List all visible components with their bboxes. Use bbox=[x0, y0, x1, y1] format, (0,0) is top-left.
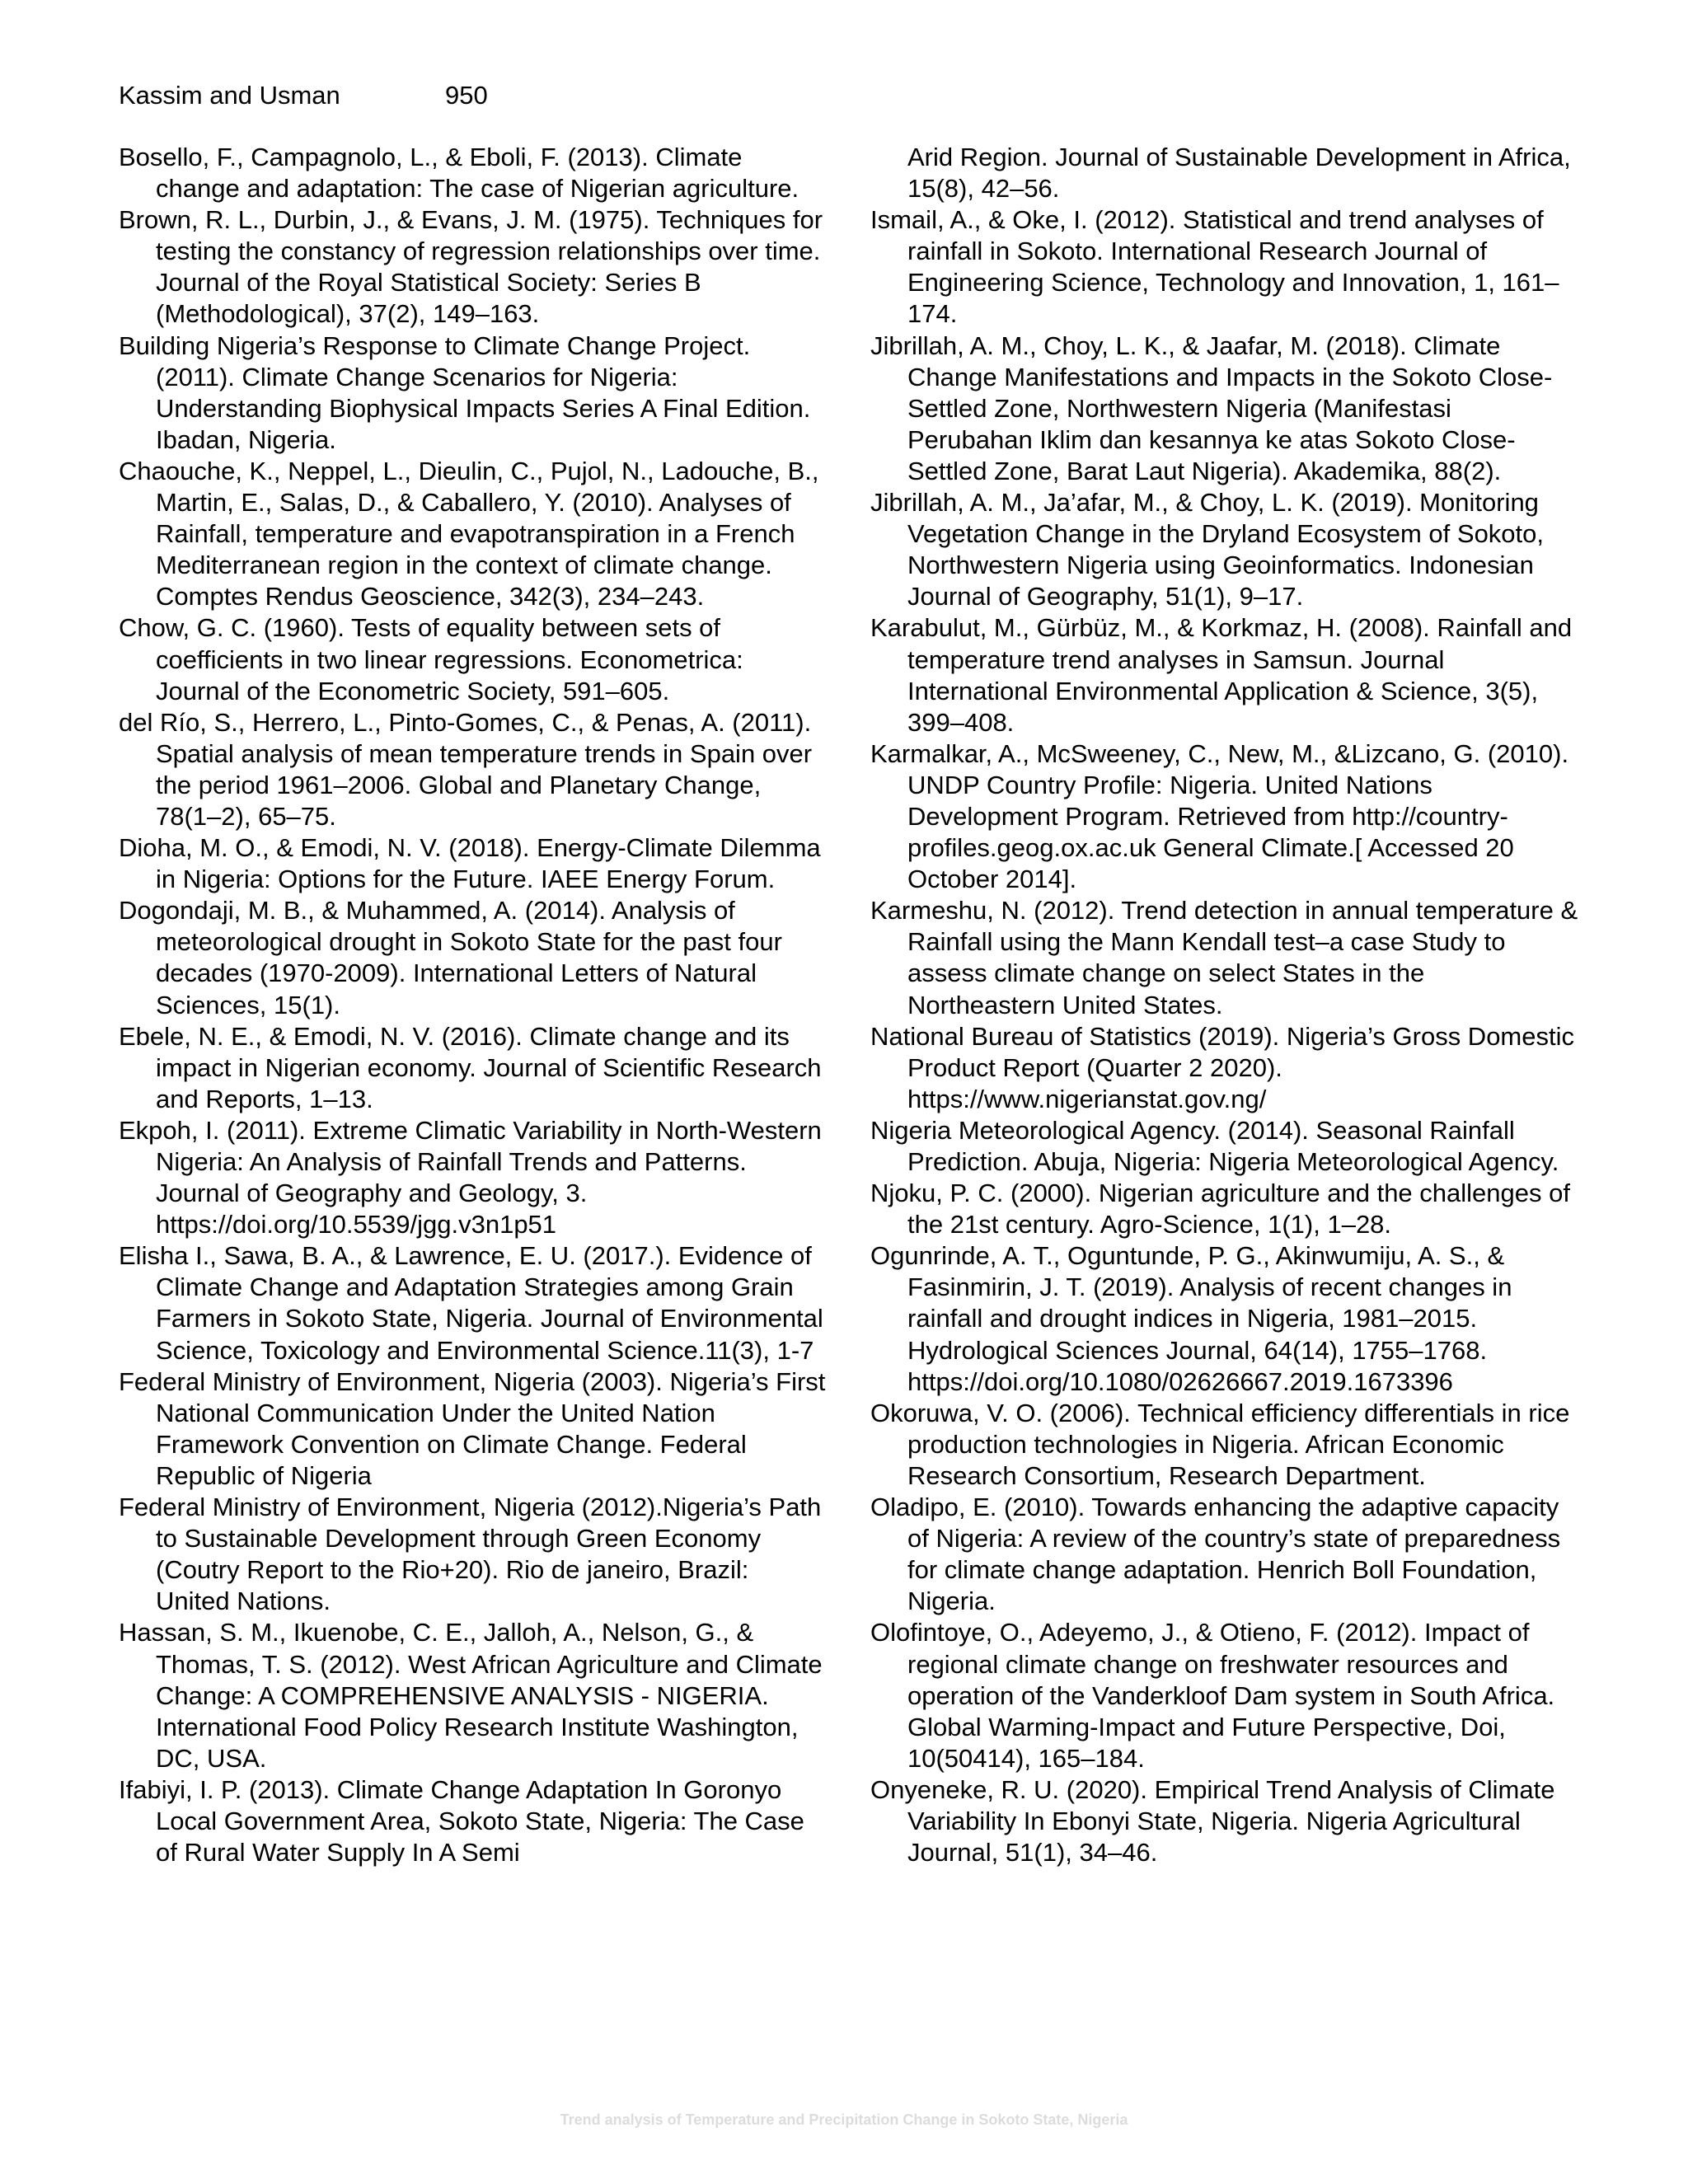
reference-list-left bbox=[119, 142, 828, 1868]
reference-entry: Karabulut, M., Gürbüz, M., & Korkmaz, H. (2008). Rainfall and temperature trend analyses in Samsun. Journal International Environmental Application & Science, 3(5), 399–408. bbox=[870, 613, 1573, 737]
reference-entry: del Río, S., Herrero, L., Pinto-Gomes, C., & Penas, A. (2011). Spatial analysis of mean temperature trends in Spain over the period 1961–2006. Global and Planetary Change, 78(1–2), 65–75. bbox=[119, 707, 813, 831]
footer-article-title: Trend analysis of Temperature and Precipitation Change in Sokoto State, Nigeria bbox=[560, 2111, 1128, 2128]
reference-entry: Karmalkar, A., McSweeney, C., New, M., &Lizcano, G. (2010). UNDP Country Profile: Nigeria. United Nations Development Program. Retrieved from http://country-profiles.geog.ox.ac.uk General Climate.[ Accessed 20 October 2014]. bbox=[870, 738, 1569, 894]
reference-entry-continuation: Arid Region. Journal of Sustainable Development in Africa, 15(8), 42–56. bbox=[907, 143, 1571, 204]
reference-entry: Oladipo, E. (2010). Towards enhancing the adaptive capacity of Nigeria: A review of the country’s state of preparedness for climate change adaptation. Henrich Boll Foundation, Nigeria. bbox=[870, 1493, 1561, 1616]
reference-entry: Federal Ministry of Environment, Nigeria (2012).Nigeria’s Path to Sustainable Development through Green Economy (Coutry Report to the Rio+20). Rio de janeiro, Brazil: United Nations. bbox=[119, 1493, 822, 1616]
running-head bbox=[119, 79, 488, 112]
reference-entry: Onyeneke, R. U. (2020). Empirical Trend Analysis of Climate Variability In Ebonyi State, Nigeria. Nigeria Agricultural Journal, 51(1), 34–46. bbox=[870, 1774, 1555, 1868]
reference-entry: Ogunrinde, A. T., Oguntunde, P. G., Akinwumiju, A. S., & Fasinmirin, J. T. (2019). Analysis of recent changes in rainfall and drought indices in Nigeria, 1981–2015. Hydrological Sciences Journal, 64(14), 1755–1768. https://doi.org/10.1080/02626667.2019.1673396 bbox=[870, 1241, 1512, 1396]
reference-entry: Dogondaji, M. B., & Muhammed, A. (2014). Analysis of meteorological drought in Sokoto State for the past four decades (1970-2009). International Letters of Natural Sciences, 15(1). bbox=[119, 896, 782, 1019]
reference-entry: Chow, G. C. (1960). Tests of equality between sets of coefficients in two linear regressions. Econometrica: Journal of the Econometric Society, 591–605. bbox=[119, 613, 743, 705]
page-number: 950 bbox=[445, 81, 488, 110]
reference-entry: Ismail, A., & Oke, I. (2012). Statistical and trend analyses of rainfall in Sokoto. International Research Journal of Engineering Science, Technology and Innovation, 1, 161–174. bbox=[870, 205, 1559, 329]
reference-entry: Hassan, S. M., Ikuenobe, C. E., Jalloh, A., Nelson, G., & Thomas, T. S. (2012). West African Agriculture and Climate Change: A COMPREHENSIVE ANALYSIS - NIGERIA. International Food Policy Research Institute Washington, DC, USA. bbox=[119, 1618, 823, 1773]
reference-entry: Ekpoh, I. (2011). Extreme Climatic Variability in North-Western Nigeria: An Analysis of Rainfall Trends and Patterns. Journal of Geography and Geology, 3. https://doi.org/10.5539/jgg.v3n1p51 bbox=[119, 1115, 822, 1240]
reference-entry: Building Nigeria’s Response to Climate Change Project. (2011). Climate Change Scenarios for Nigeria: Understanding Biophysical Impacts Series A Final Edition. Ibadan, Nigeria. bbox=[119, 330, 811, 454]
reference-entry: Karmeshu, N. (2012). Trend detection in annual temperature & Rainfall using the Mann Kendall test–a case Study to assess climate change on select States in the Northeastern United States. bbox=[870, 896, 1578, 1019]
reference-entry: Jibrillah, A. M., Ja’afar, M., & Choy, L. K. (2019). Monitoring Vegetation Change in the Dryland Ecosystem of Sokoto, Northwestern Nigeria using Geoinformatics. Indonesian Journal of Geography, 51(1), 9–17. bbox=[870, 488, 1545, 612]
reference-entry: Chaouche, K., Neppel, L., Dieulin, C., Pujol, N., Ladouche, B., Martin, E., Salas, D., & Caballero, Y. (2010). Analyses of Rainfall, temperature and evapotranspiration in a French Mediterranean region in the context of climate change. Comptes Rendus Geoscience, 342(3), 234–243. bbox=[119, 456, 819, 612]
reference-entry: Nigeria Meteorological Agency. (2014). Seasonal Rainfall Prediction. Abuja, Nigeria: Nigeria Meteorological Agency. bbox=[870, 1115, 1559, 1176]
reference-entry: Dioha, M. O., & Emodi, N. V. (2018). Energy-Climate Dilemma in Nigeria: Options for the Future. IAEE Energy Forum. bbox=[119, 833, 821, 894]
reference-entry: Brown, R. L., Durbin, J., & Evans, J. M. (1975). Techniques for testing the constancy of regression relationships over time. Journal of the Royal Statistical Society: Series B (Methodological), 37(2), 149–163. bbox=[119, 205, 823, 329]
reference-entry: Jibrillah, A. M., Choy, L. K., & Jaafar, M. (2018). Climate Change Manifestations and Impacts in the Sokoto Close-Settled Zone, Northwestern Nigeria (Manifestasi Perubahan Iklim dan kesannya ke atas Sokoto Close-Settled Zone, Barat Laut Nigeria). Akademika, 88(2). bbox=[870, 330, 1553, 485]
reference-list-right bbox=[870, 142, 1579, 1868]
reference-entry: Ebele, N. E., & Emodi, N. V. (2016). Climate change and its impact in Nigerian economy. Journal of Scientific Research and Reports, 1–13. bbox=[119, 1021, 822, 1113]
reference-entry: National Bureau of Statistics (2019). Nigeria’s Gross Domestic Product Report (Quarter 2 2020). https://www.nigerianstat.gov.ng/ bbox=[870, 1021, 1574, 1113]
reference-entry: Okoruwa, V. O. (2006). Technical efficiency differentials in rice production technologies in Nigeria. African Economic Research Consortium, Research Department. bbox=[870, 1398, 1570, 1490]
reference-entry: Njoku, P. C. (2000). Nigerian agriculture and the challenges of the 21st century. Agro-Science, 1(1), 1–28. bbox=[870, 1179, 1570, 1240]
reference-entry: Ifabiyi, I. P. (2013). Climate Change Adaptation In Goronyo Local Government Area, Sokoto State, Nigeria: The Case of Rural Water Supply In A Semi bbox=[119, 1774, 804, 1868]
reference-entry: Federal Ministry of Environment, Nigeria (2003). Nigeria’s First National Communication Under the United Nation Framework Convention on Climate Change. Federal Republic of Nigeria bbox=[119, 1366, 826, 1490]
running-head-authors: Kassim and Usman bbox=[119, 81, 340, 110]
reference-entry: Bosello, F., Campagnolo, L., & Eboli, F. (2013). Climate change and adaptation: The case of Nigerian agriculture. bbox=[119, 143, 799, 204]
reference-entry: Olofintoye, O., Adeyemo, J., & Otieno, F. (2012). Impact of regional climate change on freshwater resources and operation of the Vanderkloof Dam system in South Africa. Global Warming-Impact and Future Perspective, Doi, 10(50414), 165–184. bbox=[870, 1618, 1555, 1773]
reference-entry: Elisha I., Sawa, B. A., & Lawrence, E. U. (2017.). Evidence of Climate Change and Adaptation Strategies among Grain Farmers in Sokoto State, Nigeria. Journal of Environmental Science, Toxicology and Environmental Science.11(3), 1-7 bbox=[119, 1241, 823, 1365]
